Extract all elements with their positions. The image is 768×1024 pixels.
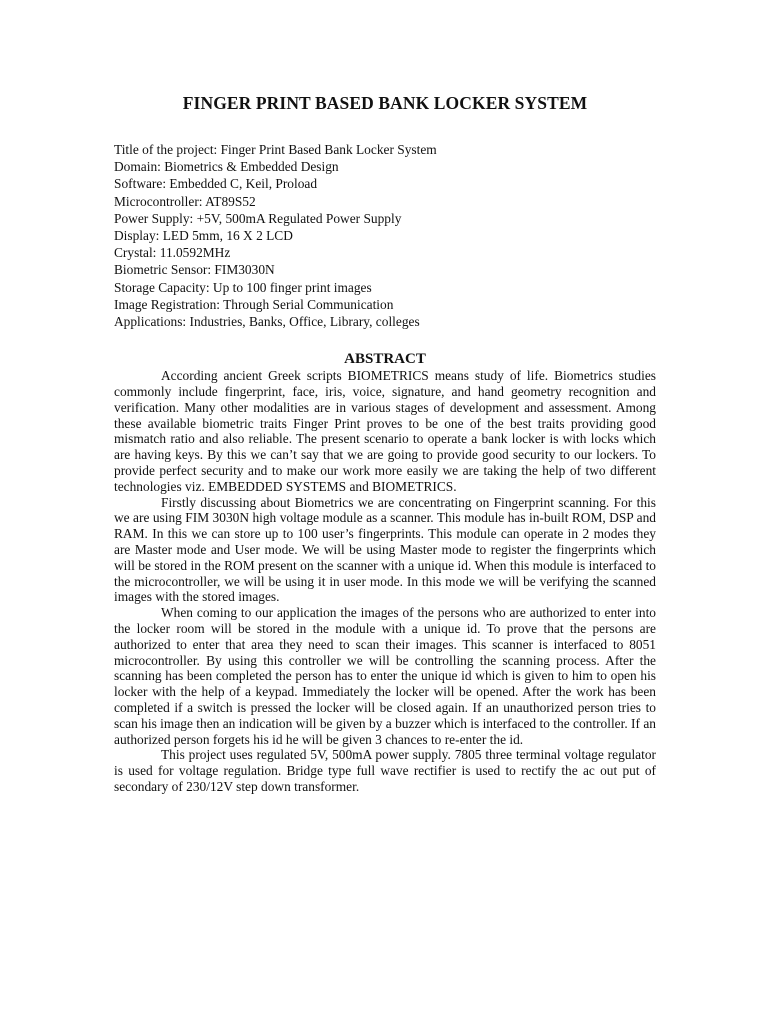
document-title: FINGER PRINT BASED BANK LOCKER SYSTEM (182, 93, 588, 113)
spec-domain: Domain: Biometrics & Embedded Design (114, 159, 339, 175)
spec-power-supply: Power Supply: +5V, 500mA Regulated Power Supply (114, 210, 402, 226)
spec-applications: Applications: Industries, Banks, Office, Library, colleges (114, 314, 420, 330)
spec-image-registration: Image Registration: Through Serial Communication (114, 296, 394, 312)
abstract-paragraph-3: When coming to our application the images of the persons who are authorized to enter into the locker room will be stored in the module with a unique id. To prove that the persons are authorized to enter that area they need to scan their images. This scanner is interfaced to 8051 microcontroller. By using this controller we will be controlling the scanning process. After the scanning has been completed the person has to enter the unique id which is given to him to open his locker with the help of a keypad. Immediately the locker will be opened. After the work has been completed if a switch is pressed the locker will be closed again. If an unauthorized person tries to scan his image then an indication will be given by a buzzer which is interfaced to the controller. If an authorized person forgets his id he will be given 3 chances to re-enter the id. (114, 605, 656, 747)
abstract-paragraph-1: According ancient Greek scripts BIOMETRICS means study of life. Biometrics studies commonly include fingerprint, face, iris, voice, signature, and hand geometry recognition and verification. Many other modalities are in various stages of development and assessment. Among these available biometric traits Finger Print proves to be one of the best traits providing good mismatch ratio and also reliable. The present scenario to operate a bank locker is with locks which are having keys. By this we can’t say that we are going to provide good security to our lockers. To provide perfect security and to make our work more easily we are taking the help of two different technologies viz. EMBEDDED SYSTEMS and BIOMETRICS. (114, 368, 656, 494)
spec-project-title: Title of the project: Finger Print Based Bank Locker System (114, 142, 437, 157)
abstract-heading: ABSTRACT (344, 351, 426, 368)
document-page (114, 92, 656, 795)
spec-crystal: Crystal: 11.0592MHz (114, 245, 231, 261)
project-specs-list (114, 141, 656, 330)
abstract-paragraph-4: This project uses regulated 5V, 500mA power supply. 7805 three terminal voltage regulator is used for voltage regulation. Bridge type full wave rectifier is used to rectify the ac out put of secondary of 230/12V step down transformer. (114, 747, 656, 794)
spec-software: Software: Embedded C, Keil, Proload (114, 176, 318, 192)
abstract-paragraph-2: Firstly discussing about Biometrics we are concentrating on Fingerprint scanning. For this we are using FIM 3030N high voltage module as a scanner. This module has in-built ROM, DSP and RAM. In this we can store up to 100 user’s fingerprints. This module can operate in 2 modes they are Master mode and User mode. We will be using Master mode to register the fingerprints which will be stored in the ROM present on the scanner with a unique id. When this module is interfaced to the microcontroller, we will be using it in user mode. In this mode we will be verifying the scanned images with the stored images. (114, 494, 656, 605)
spec-biometric-sensor: Biometric Sensor: FIM3030N (114, 262, 275, 278)
spec-microcontroller: Microcontroller: AT89S52 (114, 193, 256, 209)
spec-display: Display: LED 5mm, 16 X 2 LCD (114, 228, 293, 244)
spec-storage-capacity: Storage Capacity: Up to 100 finger print images (114, 279, 372, 295)
